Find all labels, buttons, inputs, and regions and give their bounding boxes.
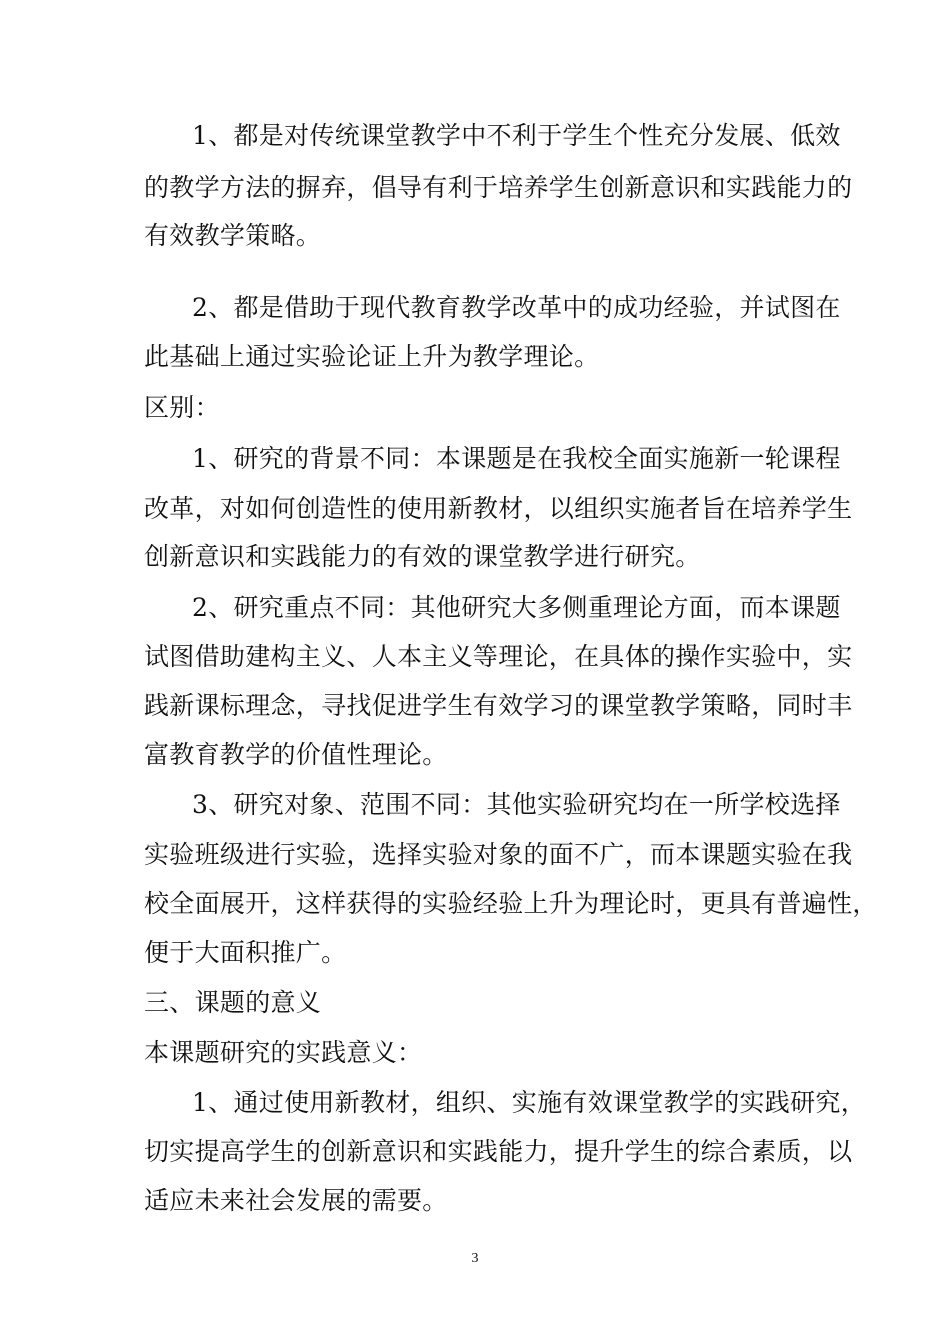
paragraph-4-line-3: 创新意识和实践能力的有效的课堂教学进行研究。 <box>144 542 701 571</box>
section-label-differences: 区别： <box>144 393 220 422</box>
paragraph-9-line-2: 切实提高学生的创新意识和实践能力，提升学生的综合素质，以 <box>144 1137 853 1166</box>
paragraph-1-line-2: 的教学方法的摒弃，倡导有利于培养学生创新意识和实践能力的 <box>144 173 853 202</box>
paragraph-5-line-3: 践新课标理念，寻找促进学生有效学习的课堂教学策略，同时丰 <box>144 691 853 720</box>
paragraph-1-line-3: 有效教学策略。 <box>144 221 322 250</box>
paragraph-5-line-1: 2、研究重点不同：其他研究大多侧重理论方面，而本课题 <box>192 593 841 622</box>
paragraph-9-line-1: 1、通过使用新教材，组织、实施有效课堂教学的实践研究， <box>192 1088 867 1117</box>
paragraph-5-line-4: 富教育教学的价值性理论。 <box>144 740 448 769</box>
paragraph-6-line-2: 实验班级进行实验，选择实验对象的面不广，而本课题实验在我 <box>144 840 853 869</box>
subheading-practical-significance: 本课题研究的实践意义： <box>144 1038 423 1067</box>
section-heading-significance: 三、课题的意义 <box>144 988 322 1017</box>
paragraph-2-line-1: 2、都是借助于现代教育教学改革中的成功经验，并试图在 <box>192 293 841 322</box>
paragraph-1-line-1: 1、都是对传统课堂教学中不利于学生个性充分发展、低效 <box>192 121 841 150</box>
paragraph-9-line-3: 适应未来社会发展的需要。 <box>144 1186 448 1215</box>
page-number: 3 <box>471 1251 479 1266</box>
paragraph-6-line-3: 校全面展开，这样获得的实验经验上升为理论时，更具有普遍性， <box>144 889 878 918</box>
paragraph-4-line-2: 改革，对如何创造性的使用新教材，以组织实施者旨在培养学生 <box>144 494 853 523</box>
paragraph-2-line-2: 此基础上通过实验论证上升为教学理论。 <box>144 342 600 371</box>
paragraph-5-line-2: 试图借助建构主义、人本主义等理论，在具体的操作实验中，实 <box>144 642 853 671</box>
paragraph-4-line-1: 1、研究的背景不同：本课题是在我校全面实施新一轮课程 <box>192 444 841 473</box>
paragraph-6-line-4: 便于大面积推广。 <box>144 938 347 967</box>
paragraph-6-line-1: 3、研究对象、范围不同：其他实验研究均在一所学校选择 <box>192 790 841 819</box>
